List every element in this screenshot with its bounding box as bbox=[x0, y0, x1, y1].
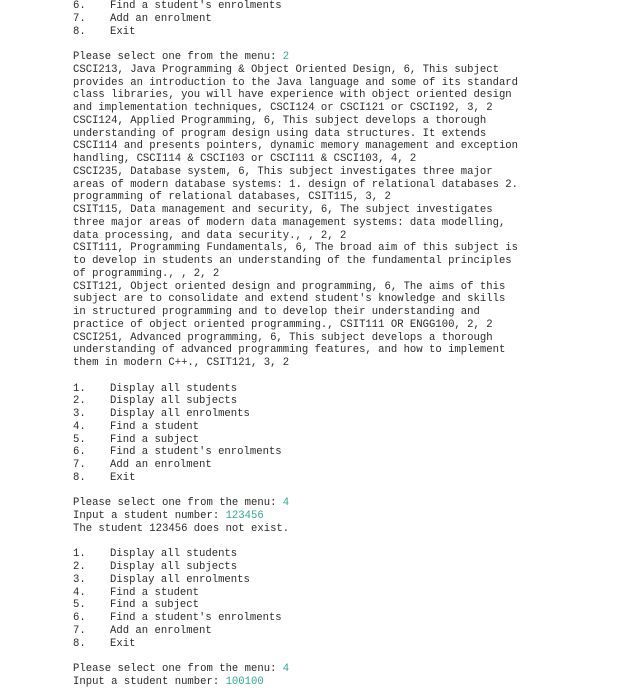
menu-item bbox=[73, 587, 573, 600]
console-output bbox=[73, 0, 573, 689]
menu-item-label: Display all subjects bbox=[110, 561, 238, 573]
menu-list bbox=[73, 383, 573, 485]
student-number-input: 123456 bbox=[225, 510, 264, 522]
menu-item-number: 3. bbox=[73, 408, 86, 420]
user-input: 4 bbox=[282, 497, 290, 510]
output-line: understanding of program design using data structures. It extends bbox=[73, 127, 487, 140]
output-line: provides an introduction to the Java language and some of its standard bbox=[73, 76, 519, 89]
output-line: areas of modern database systems: 1. design of relational databases 2. bbox=[73, 178, 519, 191]
menu-item bbox=[73, 383, 573, 396]
menu-item-number: 4. bbox=[73, 586, 86, 599]
output-line: CSCI114 and presents pointers, dynamic memory management and exception bbox=[73, 140, 519, 153]
output-line: to develop in students an understanding of the fundamental principles bbox=[73, 255, 512, 267]
menu-item-label: Add an enrolment bbox=[110, 459, 212, 471]
output-line: CSIT115, Data management and security, 6, The subject investigates bbox=[73, 204, 493, 216]
menu-item-number: 8. bbox=[73, 637, 86, 650]
menu-item bbox=[73, 13, 573, 26]
menu-item-label: Find a student's enrolments bbox=[110, 446, 282, 459]
menu-prompt-line bbox=[73, 663, 573, 676]
output-line: of programming., , 2, 2 bbox=[73, 267, 220, 280]
menu-item-number: 7. bbox=[73, 459, 86, 471]
menu-item-number: 5. bbox=[73, 433, 86, 446]
menu-item-label: Display all students bbox=[110, 382, 238, 395]
user-input: 4 bbox=[282, 663, 290, 675]
menu-item-label: Display all enrolments bbox=[110, 573, 250, 586]
output-line: them in modern C++., CSIT121, 3, 2 bbox=[73, 357, 290, 369]
menu-item-number: 6. bbox=[73, 612, 86, 624]
prompt-text: Please select one from the menu: bbox=[73, 497, 283, 510]
menu-item-label: Find a subject bbox=[110, 599, 200, 612]
menu-item bbox=[73, 26, 573, 39]
output-line: in structured programming and to develop their understanding and bbox=[73, 306, 480, 318]
menu-item bbox=[73, 395, 573, 408]
output-line: CSCI251, Advanced programming, 6, This subject develops a thorough bbox=[73, 331, 493, 344]
menu-item bbox=[73, 446, 573, 459]
menu-item bbox=[73, 561, 573, 574]
output-line: CSCI124, Applied Programming, 6, This subject develops a thorough bbox=[73, 114, 487, 127]
menu-item-number: 2. bbox=[73, 395, 86, 408]
menu-item-number: 1. bbox=[73, 382, 86, 395]
menu-item-number: 6. bbox=[73, 446, 86, 459]
prompt-text: Please select one from the menu: bbox=[73, 663, 283, 675]
output-line: CSIT121, Object oriented design and programming, 6, The aims of this bbox=[73, 280, 506, 293]
menu-item-label: Exit bbox=[110, 25, 136, 38]
output-line: three major areas of modern data management systems: data modelling, bbox=[73, 216, 506, 229]
output-line: programming of relational databases, CSIT115, 3, 2 bbox=[73, 191, 391, 204]
result-line: The student 123456 does not exist. bbox=[73, 522, 290, 535]
menu-prompt-line bbox=[73, 497, 573, 510]
student-number-prompt-line bbox=[73, 510, 573, 523]
menu-item-label: Display all subjects bbox=[110, 395, 238, 408]
menu-item-label: Find a student bbox=[110, 420, 200, 433]
menu-item-label: Exit bbox=[110, 637, 136, 650]
output-line: practice of object oriented programming., CSIT111 OR ENGG100, 2, 2 bbox=[73, 318, 493, 331]
menu-item-number: 7. bbox=[73, 624, 86, 637]
output-line: understanding of advanced programming features, and how to implement bbox=[73, 344, 506, 357]
menu-item-label: Exit bbox=[110, 471, 136, 484]
student-prompt-text: Input a student number: bbox=[73, 675, 226, 688]
menu-item-number: 8. bbox=[73, 471, 86, 484]
student-number-input: 100100 bbox=[225, 675, 264, 688]
menu-item bbox=[73, 472, 573, 485]
menu-item-label: Find a student's enrolments bbox=[110, 0, 282, 12]
menu-item-number: 4. bbox=[73, 420, 86, 433]
user-input: 2 bbox=[282, 51, 290, 63]
output-line: CSCI235, Database system, 6, This subject investigates three major bbox=[73, 165, 493, 178]
output-line: CSCI213, Java Programming & Object Oriented Design, 6, This subject bbox=[73, 63, 499, 76]
menu-item-label: Find a subject bbox=[110, 433, 200, 446]
menu-item bbox=[73, 638, 573, 651]
menu-item bbox=[73, 408, 573, 421]
menu-item bbox=[73, 459, 573, 472]
menu-item-label: Find a student bbox=[110, 586, 200, 599]
menu-item bbox=[73, 421, 573, 434]
menu-item-number: 2. bbox=[73, 561, 86, 573]
menu-item bbox=[73, 625, 573, 638]
menu-item bbox=[73, 548, 573, 561]
menu-item-number: 7. bbox=[73, 12, 86, 25]
menu-item-label: Add an enrolment bbox=[110, 12, 212, 25]
menu-item bbox=[73, 434, 573, 447]
output-line: and implementation techniques, CSCI124 or CSCI121 or CSCI192, 3, 2 bbox=[73, 102, 493, 114]
menu-item-number: 8. bbox=[73, 25, 86, 38]
menu-item-label: Find a student's enrolments bbox=[110, 612, 282, 624]
menu-item-label: Add an enrolment bbox=[110, 624, 212, 637]
menu-item-number: 5. bbox=[73, 599, 86, 612]
menu-item bbox=[73, 599, 573, 612]
menu-list-partial bbox=[73, 0, 573, 38]
menu-item-number: 6. bbox=[73, 0, 86, 12]
menu-item-number: 3. bbox=[73, 573, 86, 586]
output-line: class libraries, you will have experience with object oriented design bbox=[73, 89, 512, 102]
prompt-text: Please select one from the menu: bbox=[73, 51, 283, 63]
output-line: CSIT111, Programming Fundamentals, 6, The broad aim of this subject is bbox=[73, 242, 519, 255]
student-prompt-text: Input a student number: bbox=[73, 510, 226, 522]
student-number-prompt-line bbox=[73, 676, 573, 689]
output-line: data processing, and data security., , 2, 2 bbox=[73, 229, 347, 242]
menu-item bbox=[73, 0, 573, 13]
menu-item bbox=[73, 574, 573, 587]
output-line: handling, CSCI114 & CSCI103 or CSCI111 & CSCI103, 4, 2 bbox=[73, 153, 417, 165]
menu-item-number: 1. bbox=[73, 548, 86, 561]
menu-prompt-line bbox=[73, 51, 573, 64]
output-line: subject are to consolidate and extend student's knowledge and skills bbox=[73, 293, 506, 306]
subjects-output bbox=[73, 64, 573, 370]
menu-item-label: Display all enrolments bbox=[110, 408, 250, 420]
menu-item-label: Display all students bbox=[110, 548, 238, 561]
menu-list bbox=[73, 548, 573, 650]
menu-item bbox=[73, 612, 573, 625]
